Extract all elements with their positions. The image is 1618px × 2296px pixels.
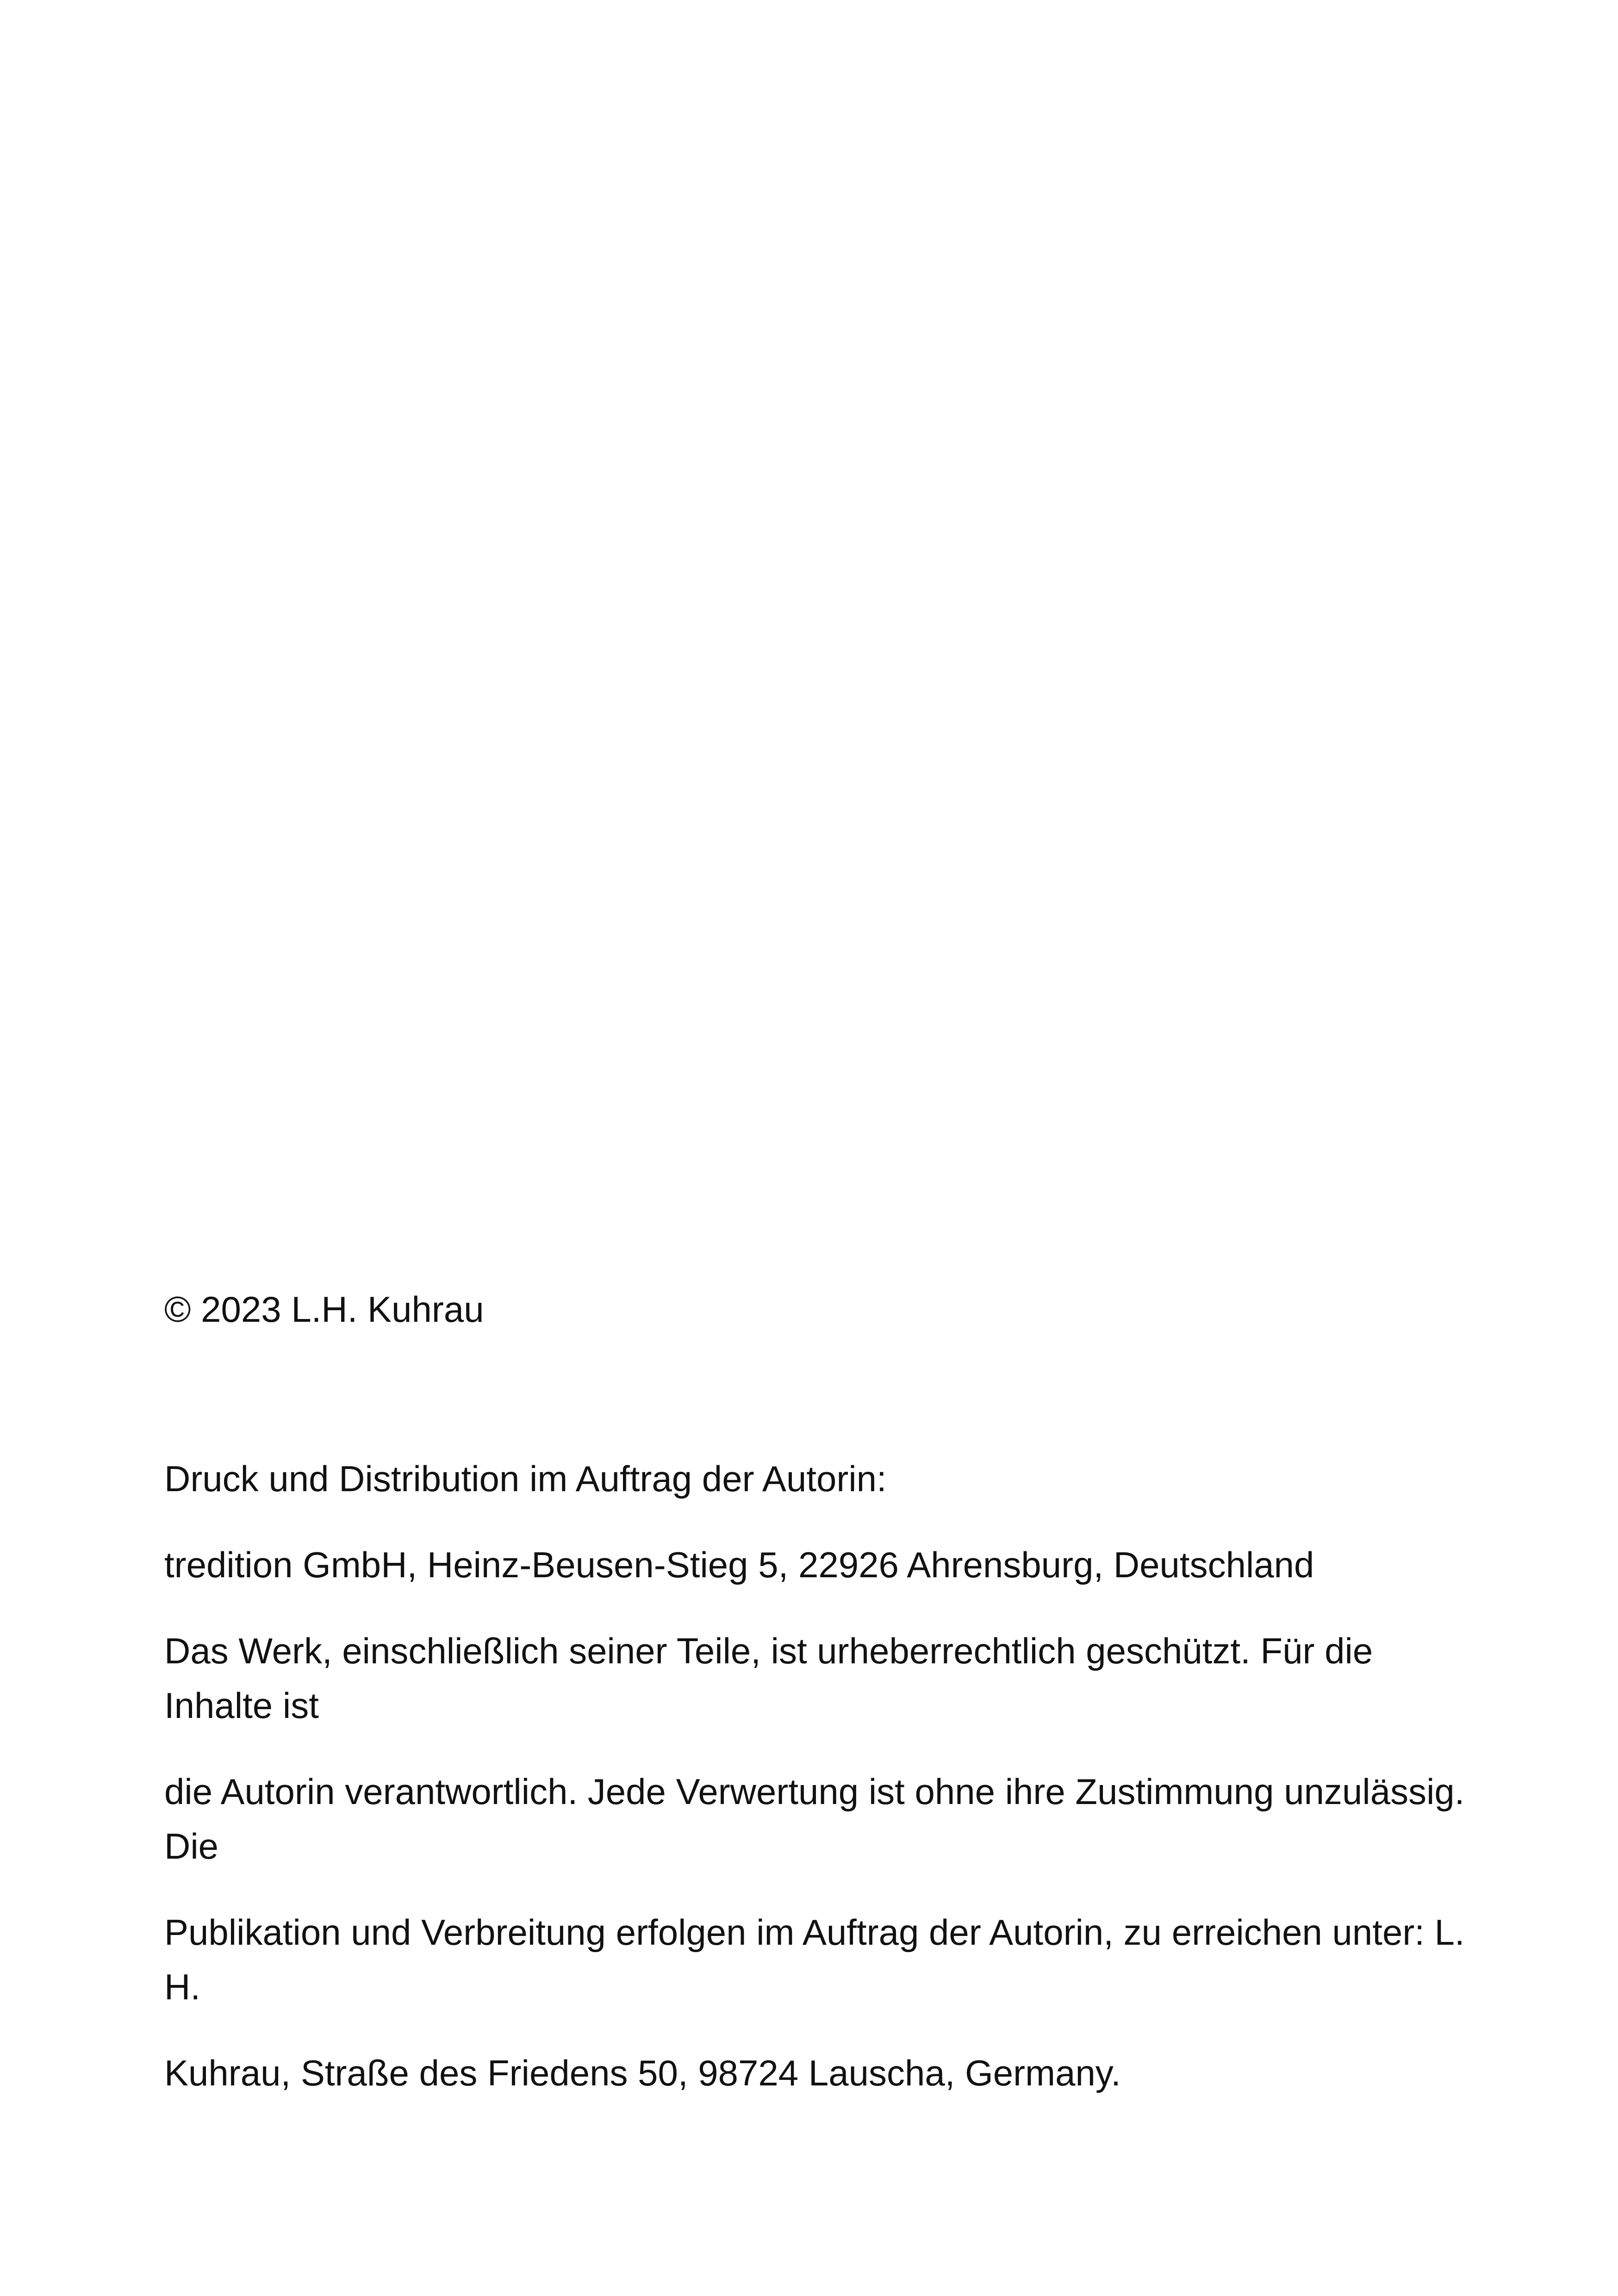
copyright-notice: © 2023 L.H. Kuhrau — [164, 1289, 484, 1330]
imprint-line-copyright-statement: Das Werk, einschließlich seiner Teile, ist urheberrechtlich geschützt. Für die Inhalte ist — [164, 1630, 1373, 1726]
imprint-line-publication: Publikation und Verbreitung erfolgen im Auftrag der Autorin, zu erreichen unter: L. H. — [164, 1912, 1465, 2007]
imprint-line-responsibility: die Autorin verantwortlich. Jede Verwertung ist ohne ihre Zustimmung unzulässig. Die — [164, 1771, 1465, 1867]
imprint-block — [164, 1282, 1469, 2132]
imprint-line-publisher-address: tredition GmbH, Heinz-Beusen-Stieg 5, 22926 Ahrensburg, Deutschland — [164, 1544, 1314, 1585]
imprint-line-author-address: Kuhrau, Straße des Friedens 50, 98724 Lauscha, Germany. — [164, 2053, 1121, 2093]
imprint-line-printing: Druck und Distribution im Auftrag der Autorin: — [164, 1458, 887, 1499]
